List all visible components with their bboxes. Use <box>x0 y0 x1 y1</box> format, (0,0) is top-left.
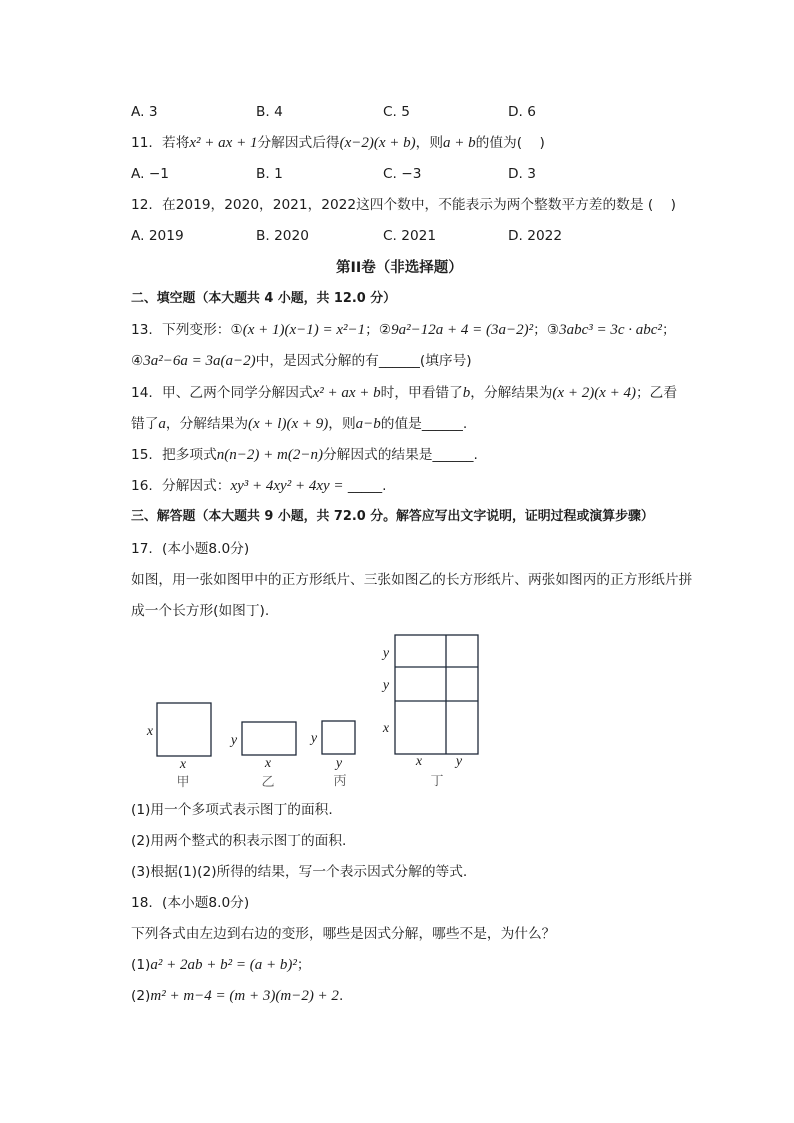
math-expression: x² + ax + 1 <box>189 135 258 151</box>
yi-side-label: y <box>230 733 238 748</box>
q14-line-2 <box>131 414 467 434</box>
option-a: A. −1 <box>131 166 170 182</box>
stem-text: ；② <box>365 322 392 338</box>
math-expression: (x−2)(x + b) <box>339 135 416 151</box>
item-number: (1) <box>131 957 151 973</box>
ding-side-label: x <box>382 721 390 736</box>
math-expression: (x + l)(x + 9) <box>248 416 329 432</box>
stem-text: 分解因式的结果是______. <box>322 447 478 463</box>
punctuation: . <box>338 988 344 1004</box>
q10-options <box>131 102 691 122</box>
stem-text: _____. <box>343 478 387 494</box>
ding-bottom-label: x <box>415 754 423 769</box>
question-number: 15. <box>131 447 153 463</box>
option-b: B. 4 <box>256 104 283 120</box>
stem-text: 若将 <box>162 135 190 151</box>
stem-text: ，分解结果为 <box>165 416 249 432</box>
q17-figure <box>0 620 794 795</box>
q17-sub-3 <box>131 862 467 882</box>
stem-text: 下列各式由左边到右边的变形，哪些是因式分解，哪些不是，为什么？ <box>131 926 556 942</box>
question-number: 12. <box>131 197 153 213</box>
q17-text-line-2 <box>131 601 269 621</box>
stem-text: 时，甲看错了 <box>380 385 463 401</box>
part-title-text: 第II卷（非选择题） <box>336 260 463 276</box>
rectangle-ding <box>395 635 478 754</box>
q18-item-2 <box>131 986 343 1006</box>
section-heading-text: 三、解答题（本大题共 9 小题，共 72.0 分。解答应写出文字说明，证明过程或演算步骤） <box>131 509 654 524</box>
section-heading-answer <box>131 507 654 527</box>
math-expression: 3abc³ = 3c · abc² <box>559 322 662 338</box>
stem-text: 把多项式 <box>162 447 217 463</box>
math-expression: x² + ax + b <box>312 385 381 401</box>
punctuation: ； <box>296 957 311 973</box>
ding-side-label: y <box>382 646 390 661</box>
question-score: (本小题8.0分) <box>162 541 250 557</box>
stem-text: 分解因式： <box>162 478 231 494</box>
item-number: (2) <box>131 988 151 1004</box>
q17-sub-2 <box>131 831 346 851</box>
bing-caption: 丙 <box>333 774 347 789</box>
ding-bottom-label: y <box>455 754 463 769</box>
option-c: C. −3 <box>383 166 422 182</box>
rectangle-yi <box>242 722 296 755</box>
stem-text: 在2019，2020，2021，2022这四个数中，不能表示为两个整数平方差的数是 ( ) <box>162 197 676 213</box>
stem-text: 甲、乙两个同学分解因式 <box>162 385 313 401</box>
option-c: C. 5 <box>383 104 410 120</box>
sub-question-text: (1)用一个多项式表示图丁的面积. <box>131 802 333 818</box>
q18-text <box>131 924 555 944</box>
ding-side-label: y <box>382 678 390 693</box>
sub-question-text: (3)根据(1)(2)所得的结果，写一个表示因式分解的等式. <box>131 864 468 880</box>
q11-stem <box>131 133 545 153</box>
option-c: C. 2021 <box>383 228 437 244</box>
stem-text: 错了 <box>131 416 159 432</box>
yi-bottom-label: x <box>264 756 272 771</box>
math-expression: m² + m−4 = (m + 3)(m−2) + 2 <box>150 988 339 1004</box>
q17-sub-1 <box>131 800 333 820</box>
math-expression: (x + 1)(x−1) = x²−1 <box>242 322 366 338</box>
q17-text-line-1 <box>131 570 692 590</box>
math-expression: 9a²−12a + 4 = (3a−2)² <box>391 322 534 338</box>
math-expression: a + b <box>443 135 476 151</box>
bing-bottom-label: y <box>335 756 343 771</box>
question-number: 18. <box>131 895 153 911</box>
option-b: B. 1 <box>256 166 283 182</box>
stem-text: 中，是因式分解的有______(填序号) <box>255 353 472 369</box>
stem-text: ，则 <box>328 416 356 432</box>
q11-options <box>131 164 691 184</box>
q13-line-2 <box>131 351 472 371</box>
ding-caption: 丁 <box>430 774 444 789</box>
option-a: A. 3 <box>131 104 158 120</box>
stem-text: 的值是______. <box>380 416 468 432</box>
stem-text: 分解因式后得 <box>257 135 340 151</box>
part-title <box>336 258 463 278</box>
option-d: D. 3 <box>508 166 536 182</box>
math-expression: b <box>462 385 471 401</box>
q14-line-1 <box>131 383 677 403</box>
stem-text: ；乙看 <box>635 385 678 401</box>
question-number: 11. <box>131 135 153 151</box>
math-expression: a−b <box>355 416 381 432</box>
q15-stem <box>131 445 478 465</box>
question-number: 13. <box>131 322 153 338</box>
stem-text: 如图，用一张如图甲中的正方形纸片、三张如图乙的长方形纸片、两张如图丙的正方形纸片拼 <box>131 572 693 588</box>
stem-text: ；③ <box>533 322 560 338</box>
q12-stem <box>131 195 676 215</box>
stem-text: ④ <box>131 353 144 369</box>
sub-question-text: (2)用两个整式的积表示图丁的面积. <box>131 833 347 849</box>
question-number: 14. <box>131 385 153 401</box>
stem-text: ，分解结果为 <box>470 385 553 401</box>
question-score: (本小题8.0分) <box>162 895 250 911</box>
square-jia <box>157 703 211 756</box>
q13-line-1 <box>131 320 676 340</box>
stem-text: ； <box>661 322 676 338</box>
stem-text: 的值为( ) <box>475 135 545 151</box>
option-a: A. 2019 <box>131 228 184 244</box>
square-bing <box>322 721 355 754</box>
option-d: D. 6 <box>508 104 536 120</box>
jia-side-label: x <box>146 724 154 739</box>
option-d: D. 2022 <box>508 228 563 244</box>
option-b: B. 2020 <box>256 228 309 244</box>
math-expression: n(n−2) + m(2−n) <box>216 447 323 463</box>
q16-stem <box>131 476 386 496</box>
q18-item-1 <box>131 955 311 975</box>
q17-header <box>131 539 249 559</box>
math-expression: (x + 2)(x + 4) <box>552 385 636 401</box>
question-number: 17. <box>131 541 153 557</box>
q12-options <box>131 226 691 246</box>
question-number: 16. <box>131 478 153 494</box>
stem-text: 下列变形：① <box>162 322 243 338</box>
yi-caption: 乙 <box>261 775 275 790</box>
section-heading-fill <box>131 289 396 309</box>
math-expression: xy³ + 4xy² + 4xy = <box>230 478 344 494</box>
stem-text: 成一个长方形(如图丁). <box>131 603 270 619</box>
jia-bottom-label: x <box>179 757 187 772</box>
bing-side-label: y <box>310 731 318 746</box>
math-expression: a <box>158 416 166 432</box>
q18-header <box>131 893 249 913</box>
stem-text: ，则 <box>415 135 444 151</box>
math-expression: a² + 2ab + b² = (a + b)² <box>150 957 297 973</box>
section-heading-text: 二、填空题（本大题共 4 小题，共 12.0 分） <box>131 291 396 306</box>
math-expression: 3a²−6a = 3a(a−2) <box>143 353 256 369</box>
jia-caption: 甲 <box>176 775 190 790</box>
